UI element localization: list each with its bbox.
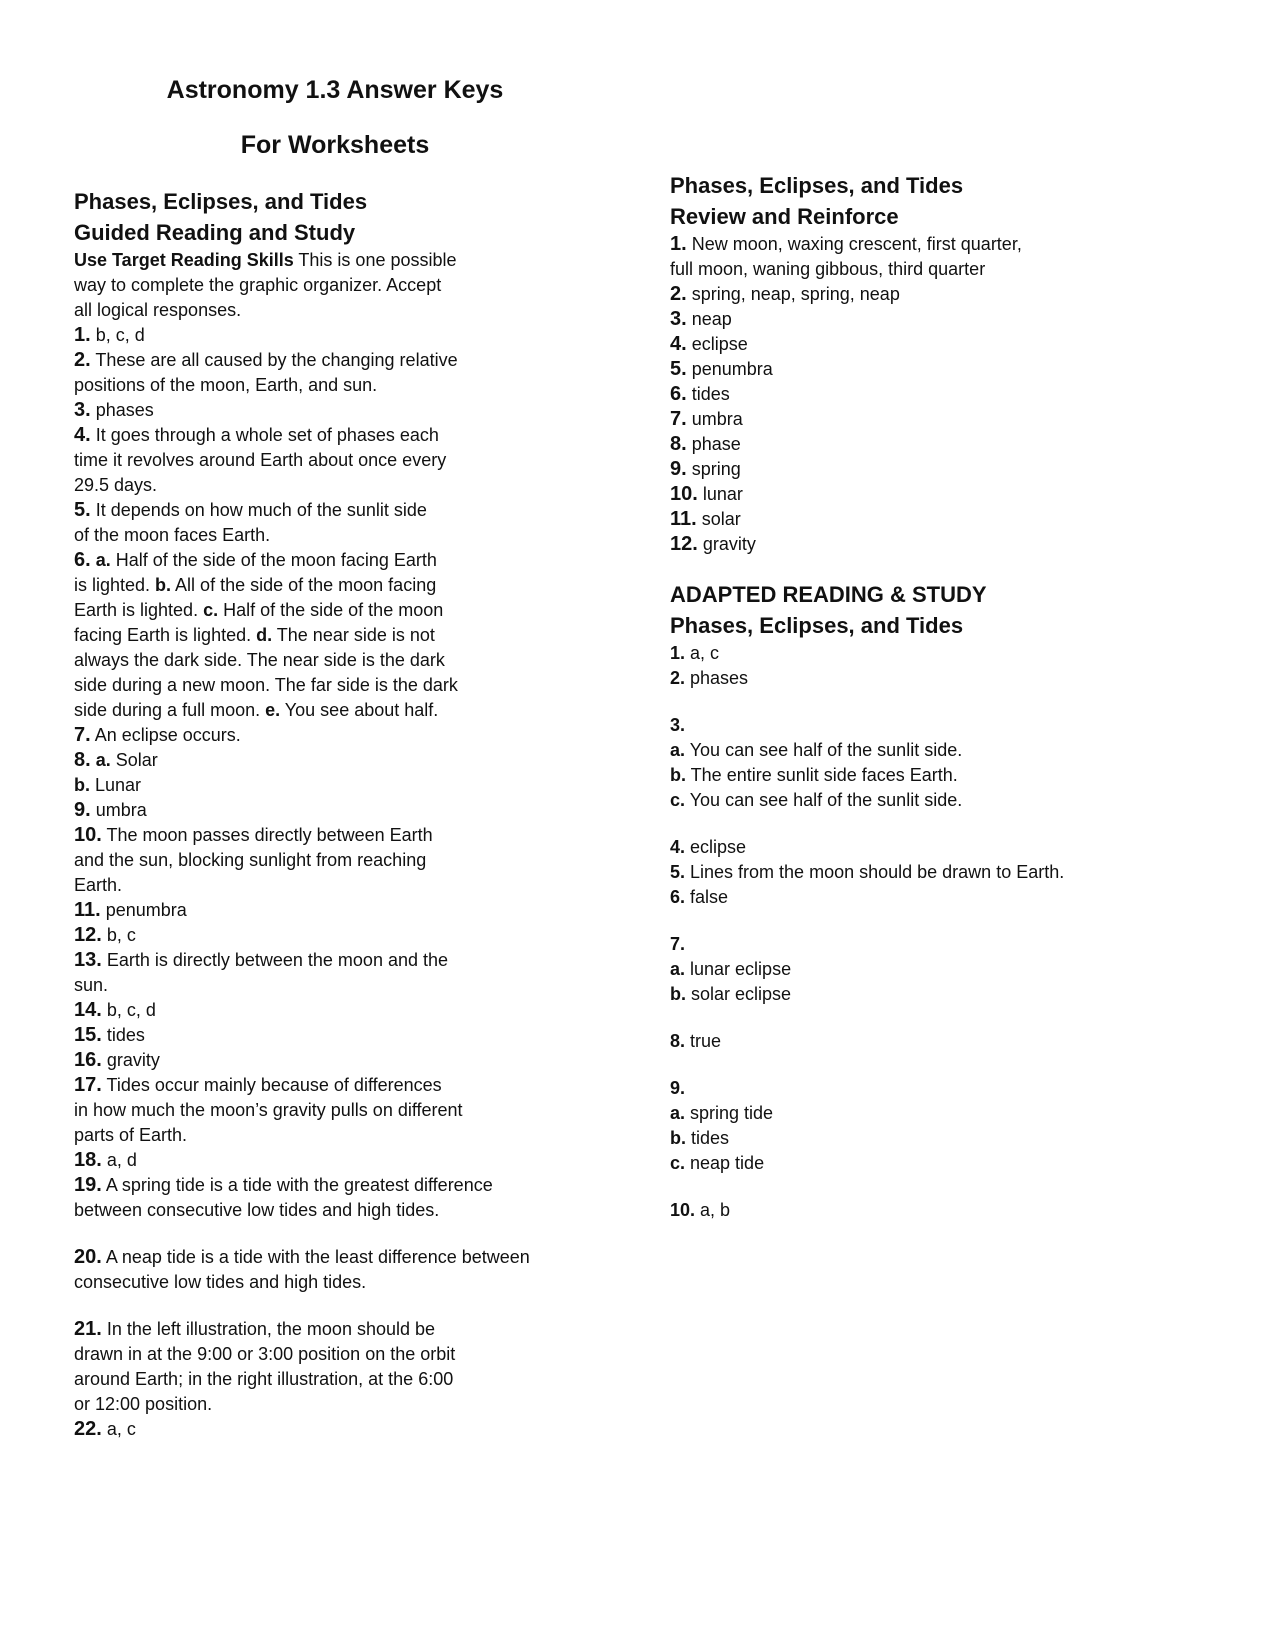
answer-6: 6. a. Half of the side of the moon facing Earth is lighted. b. All of the side of the moon facing Earth is lighted. c. Half of the side of the moon facing Earth is lighted. d. The near side is not always the dark side. The near side is the dark side during a new moon. The far side is the dark side during a full moon. e. You see about half. — [74, 549, 458, 720]
section-heading: Phases, Eclipses, and Tides — [670, 173, 964, 198]
answer-16: 16. gravity — [74, 1049, 160, 1071]
answer-9: 9. umbra — [74, 799, 147, 821]
answer-3: 3. phases — [74, 399, 154, 421]
answer-1: 1. b, c, d — [74, 324, 145, 346]
answer-17: 17. Tides occur mainly because of differences in how much the moon’s gravity pulls on different parts of Earth. — [74, 1074, 463, 1145]
answer-21: 21. In the left illustration, the moon should be drawn in at the 9:00 or 3:00 position on the orbit around Earth; in the right illustration, at the 6:00 or 12:00 position. — [74, 1318, 456, 1414]
answer-20: 20. A neap tide is a tide with the least difference between consecutive low tides and high tides. — [74, 1246, 530, 1292]
adapted-8: 8. true — [670, 1031, 722, 1051]
section-heading: Phases, Eclipses, and Tides — [74, 189, 368, 214]
intro-bold: Use Target Reading Skills — [74, 250, 294, 270]
adapted-6: 6. false — [670, 887, 729, 907]
answer-2: 2. These are all caused by the changing relative positions of the moon, Earth, and sun. — [74, 349, 458, 395]
answer-18: 18. a, d — [74, 1149, 137, 1171]
right-column — [670, 170, 1230, 1223]
review-8: 8. phase — [670, 433, 741, 455]
answer-11: 11. penumbra — [74, 899, 187, 921]
adapted-5: 5. Lines from the moon should be drawn to Earth. — [670, 862, 1065, 882]
answer-15: 15. tides — [74, 1024, 145, 1046]
review-5: 5. penumbra — [670, 358, 773, 380]
answer-22: 22. a, c — [74, 1418, 136, 1440]
answer-14: 14. b, c, d — [74, 999, 156, 1021]
adapted-7: 7. a. lunar eclipse b. solar eclipse — [670, 934, 792, 1004]
review-2: 2. spring, neap, spring, neap — [670, 283, 900, 305]
answer-10: 10. The moon passes directly between Earth and the sun, blocking sunlight from reaching Earth. — [74, 824, 433, 895]
answer-19: 19. A spring tide is a tide with the greatest difference between consecutive low tides and high tides. — [74, 1174, 493, 1220]
adapted-9: 9. a. spring tide b. tides c. neap tide — [670, 1078, 774, 1173]
review-6: 6. tides — [670, 383, 730, 405]
section-subheading: Guided Reading and Study — [74, 220, 356, 245]
review-7: 7. umbra — [670, 408, 743, 430]
review-11: 11. solar — [670, 508, 741, 530]
answer-7: 7. An eclipse occurs. — [74, 724, 241, 746]
adapted-3: 3. a. You can see half of the sunlit side. b. The entire sunlit side faces Earth. c. You can see half of the sunlit side. — [670, 715, 963, 810]
review-3: 3. neap — [670, 308, 732, 330]
intro-paragraph: Use Target Reading Skills This is one possible way to complete the graphic organizer. Accept all logical responses. — [74, 250, 457, 320]
answer-5: 5. It depends on how much of the sunlit side of the moon faces Earth. — [74, 499, 427, 545]
review-1: 1. New moon, waxing crescent, first quarter, full moon, waning gibbous, third quarter — [670, 233, 1022, 279]
document-subtitle: For Worksheets — [240, 131, 430, 159]
review-9: 9. spring — [670, 458, 741, 480]
answer-8: 8. a. Solar b. Lunar — [74, 749, 158, 795]
review-10: 10. lunar — [670, 483, 743, 505]
section-subheading: Review and Reinforce — [670, 204, 899, 229]
answer-13: 13. Earth is directly between the moon and the sun. — [74, 949, 449, 995]
document-title: Astronomy 1.3 Answer Keys — [166, 76, 504, 104]
adapted-1: 1. a, c — [670, 643, 720, 663]
adapted-2: 2. phases — [670, 668, 749, 688]
review-4: 4. eclipse — [670, 333, 748, 355]
answer-12: 12. b, c — [74, 924, 136, 946]
left-column — [74, 186, 594, 1442]
adapted-4: 4. eclipse — [670, 837, 747, 857]
section-heading: ADAPTED READING & STUDY — [670, 582, 987, 607]
answer-4: 4. It goes through a whole set of phases each time it revolves around Earth about once every 29.5 days. — [74, 424, 447, 495]
section-subheading: Phases, Eclipses, and Tides — [670, 613, 964, 638]
review-12: 12. gravity — [670, 533, 756, 555]
adapted-10: 10. a, b — [670, 1200, 731, 1220]
